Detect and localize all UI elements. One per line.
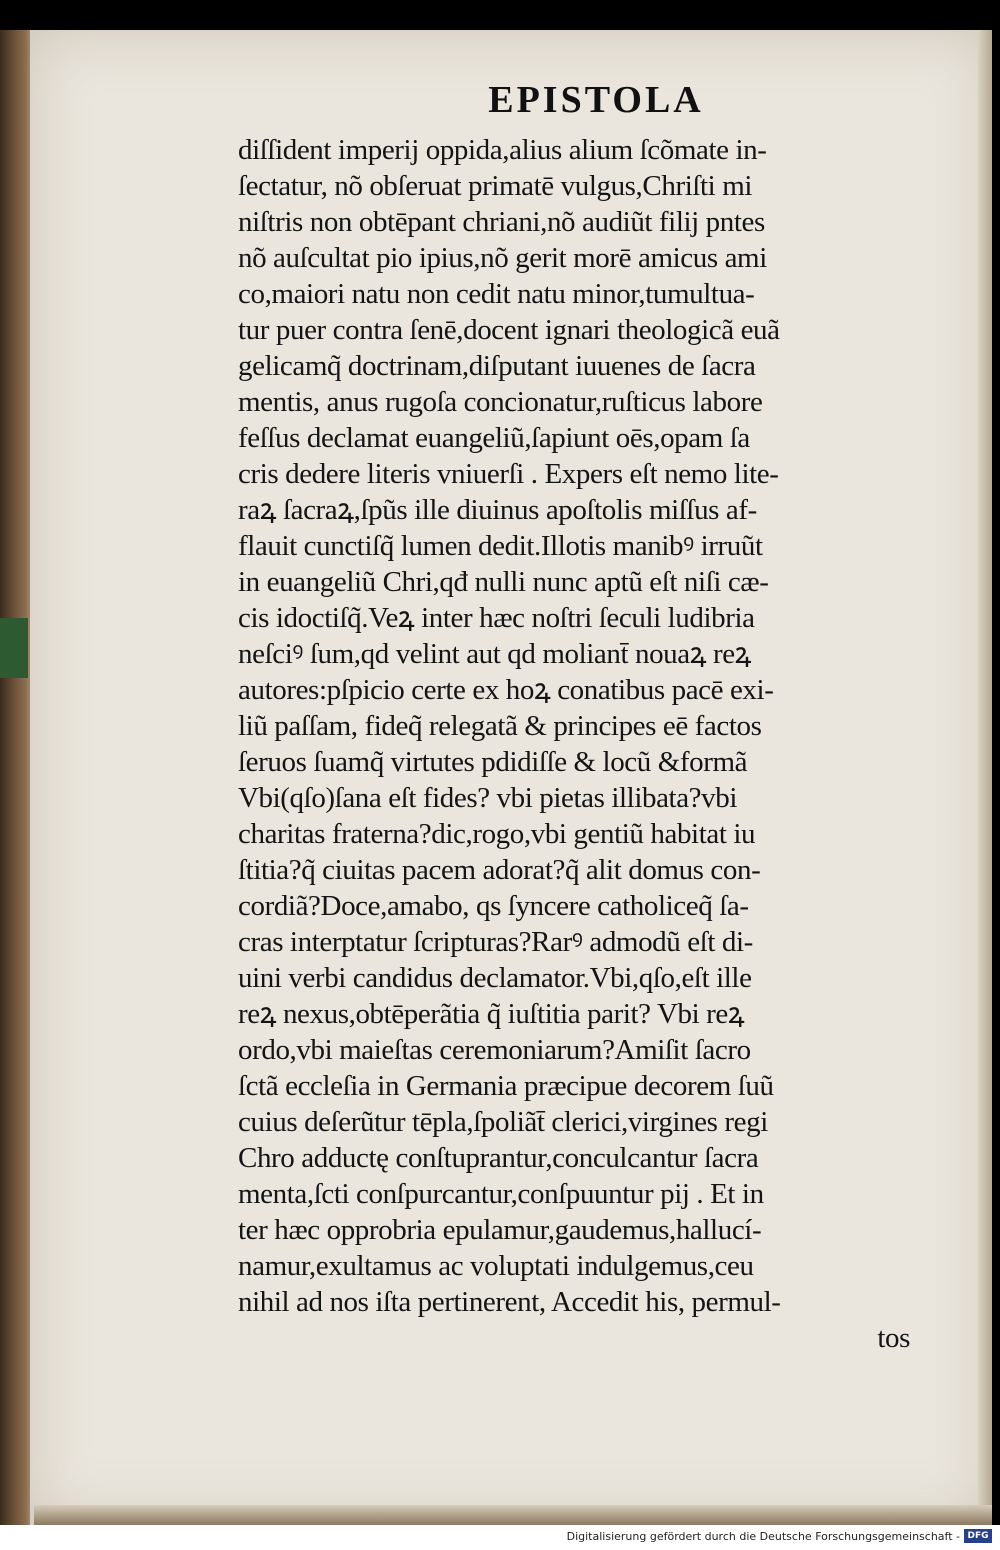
text-line: Chro adductę conſtuprantur,conculcantur ſacra [238,1142,759,1174]
text-line: diſſident imperij oppida,alius alium ſcõmate in- [238,134,767,166]
book-spine-edge [0,30,34,1525]
text-line: ſtitia?q̃ ciuitas pacem adorat?q̃ alit domus con- [238,854,761,886]
text-line: cis idoctiſq̃.Veꝝ inter hæc noſtri ſeculi ludibria [238,602,755,634]
text-line: Vbi(qſo)ſana eſt fides? vbi pietas illibata?vbi [238,782,738,814]
text-line: liũ paſſam, fideq̃ relegatã & principes eē factos [238,710,762,742]
text-line: flauit cunctiſq̃ lumen dedit.Illotis manibꝰ irruũt [238,530,763,562]
text-line: autores:pſpicio certe ex hoꝝ conatibus pacē exi- [238,674,774,706]
text-line: ordo,vbi maieſtas ceremoniarum?Amiſit ſacro [238,1034,751,1066]
text-line: neſciꝰ ſum,qd velint aut qd moliant̄ nouaꝝ reꝝ [238,638,752,670]
funding-credit: Digitalisierung gefördert durch die Deutsche Forschungsgemeinschaft - [566,1530,960,1543]
text-line: cordiã?Doce,amabo, qs ſyncere catholiceq̃ ſa- [238,890,749,922]
text-line: in euangeliũ Chri,qđ nulli nunc aptũ eſt niſi cæ- [238,566,769,598]
text-line: mentis, anus rugoſa concionatur,ruſticus labore [238,386,763,418]
text-line: cras interptatur ſcripturas?Rarꝰ admodũ eſt di- [238,926,753,958]
text-line: tur puer contra ſenē,docent ignari theologicã euã [238,314,780,346]
text-line: gelicamq̃ doctrinam,diſputant iuuenes de ſacra [238,350,756,382]
dfg-logo: DFG [964,1529,992,1543]
text-line: reꝝ nexus,obtēperãtia q̃ iuſtitia parit? Vbi reꝝ [238,998,745,1030]
text-line: cuius deſerũtur tēpla,ſpoliãt̄ clerici,virgines regi [238,1106,768,1138]
text-line: namur,exultamus ac voluptati indulgemus,ceu [238,1250,754,1282]
text-line: ſectatur, nõ obſeruat primatē vulgus,Chriſti mi [238,170,753,202]
running-head: EPISTOLA [488,79,704,121]
text-line: feſſus declamat euangeliũ,ſapiunt oēs,opam ſa [238,422,750,454]
page-fore-edge [978,30,992,1525]
text-line: raꝝ ſacraꝝ,ſpũs ille diuinus apoſtolis miſſus af- [238,494,757,526]
text-line: cris dedere literis vniuerſi . Expers eſt nemo lite- [238,458,779,490]
text-line: ſctã eccleſia in Germania præcipue decorem ſuũ [238,1070,774,1102]
text-line: nõ auſcultat pio ipius,nõ gerit morē amicus ami [238,242,767,274]
text-line: uini verbi candidus declamator.Vbi,qſo,eſt ille [238,962,752,994]
body-text [238,132,918,1356]
text-line: niſtris non obtēpant chriani,nõ audiũt filij pntes [238,206,765,238]
text-line: ſeruos ſuamq̃ virtutes pdidiſſe & locũ &formã [238,746,748,778]
text-line: co,maiori natu non cedit natu minor,tumultua- [238,278,755,310]
text-line: nihil ad nos iſta pertinerent, Accedit his, permul- [238,1286,781,1318]
text-line: charitas fraterna?dic,rogo,vbi gentiũ habitat iu [238,818,756,850]
ribbon-bookmark [0,618,28,678]
page-bottom-edge [34,1505,992,1525]
text-line: ter hæc opprobria epulamur,gaudemus,hallucí- [238,1214,762,1246]
text-line: menta,ſcti conſpurcantur,conſpuuntur pij . Et in [238,1178,764,1210]
catchword: tos [877,1322,910,1354]
